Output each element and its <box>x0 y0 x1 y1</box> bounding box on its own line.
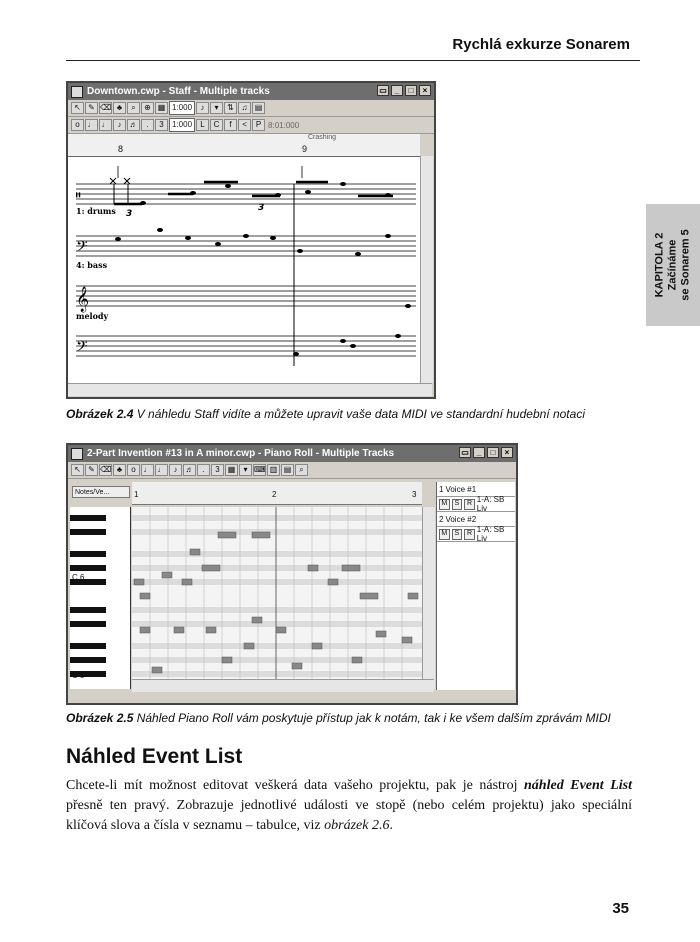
zoom-in-icon[interactable]: ⊕ <box>141 102 154 114</box>
lock-icon[interactable]: ▭ <box>459 447 471 458</box>
grid-vertical-scrollbar[interactable] <box>422 507 435 689</box>
sixteenth-note-icon[interactable]: ♬ <box>183 464 196 476</box>
track-name[interactable]: Voice #2 <box>445 514 477 524</box>
track-number: 1 <box>439 484 444 494</box>
half-note-icon[interactable]: ♩ <box>85 119 98 131</box>
zoom-tool-icon[interactable]: ⌕ <box>295 464 308 476</box>
staff-notation[interactable] <box>68 156 420 381</box>
controller-icon[interactable]: ▥ <box>267 464 280 476</box>
zoom-tool-icon[interactable]: ⌕ <box>127 102 140 114</box>
pedal-icon[interactable]: P <box>252 119 265 131</box>
scrub-tool-icon[interactable]: ♣ <box>113 102 126 114</box>
maximize-button[interactable]: □ <box>487 447 499 458</box>
staff-toolbar-1 <box>68 100 434 117</box>
measure-number: 3 <box>412 490 417 499</box>
staff-label: 1: drums <box>76 206 116 216</box>
chapter-line2: Začínáme <box>666 239 679 291</box>
grid-icon[interactable]: ▦ <box>225 464 238 476</box>
piano-roll-toolbar <box>68 462 516 479</box>
triplet-icon[interactable]: 3 <box>211 464 224 476</box>
whole-note-icon[interactable]: o <box>127 464 140 476</box>
zoom-field[interactable]: 1:000 <box>169 101 195 115</box>
close-button[interactable]: × <box>419 85 431 96</box>
sixteenth-note-icon[interactable]: ♬ <box>127 119 140 131</box>
staff-window-title: Downtown.cwp - Staff - Multiple tracks <box>87 86 270 97</box>
key-label: C 6 <box>72 573 85 582</box>
tracks-icon[interactable]: ⇅ <box>224 102 237 114</box>
staff-toolbar-2 <box>68 117 434 134</box>
layout-icon[interactable]: ▤ <box>252 102 265 114</box>
triplet-mark: 3 <box>126 209 133 219</box>
time-readout: 8:01:000 <box>268 120 300 130</box>
page-number: 35 <box>612 900 629 917</box>
app-icon <box>71 86 83 98</box>
paragraph-end: . <box>389 818 393 833</box>
staff-label: 4: bass <box>76 260 108 270</box>
ruler[interactable] <box>68 134 420 157</box>
lyrics-icon[interactable]: L <box>196 119 209 131</box>
note-duration-icon[interactable]: ♪ <box>196 102 209 114</box>
lock-icon[interactable]: ▭ <box>377 85 389 96</box>
solo-button[interactable]: S <box>452 529 463 540</box>
solo-button[interactable]: S <box>452 499 463 510</box>
maximize-button[interactable]: □ <box>405 85 417 96</box>
minimize-button[interactable]: _ <box>473 447 485 458</box>
piano-roll-window <box>66 443 518 705</box>
track-port[interactable]: 1-A: SB Liv <box>476 495 505 513</box>
quarter-note-icon[interactable]: ♩ <box>99 119 112 131</box>
measure-number: 8 <box>118 144 124 154</box>
whole-note-icon[interactable]: o <box>71 119 84 131</box>
paragraph-bold-term: náhled Event List <box>524 778 632 793</box>
track-controls-row <box>437 497 515 512</box>
figure-reference: obrázek 2.6 <box>324 818 390 833</box>
dotted-icon[interactable]: . <box>141 119 154 131</box>
piano-roll-window-title: 2-Part Invention #13 in A minor.cwp - Piano Roll - Multiple Tracks <box>87 448 395 459</box>
half-note-icon[interactable]: ♩ <box>141 464 154 476</box>
measure-number: 1 <box>134 490 139 499</box>
app-icon <box>71 448 83 460</box>
keyboard-icon[interactable]: ⌨ <box>254 465 266 474</box>
svg-text:𝄥: 𝄥 <box>76 188 81 204</box>
paragraph-middle: přesně ten pravý. Zobrazuje jednotlivé události ve stopě (nebo celém projektu) jako speciální klíčová slova a čísla v seznamu – tabulce, viz <box>66 798 632 833</box>
track-controls-row <box>437 527 515 542</box>
draw-tool-icon[interactable]: ✎ <box>85 464 98 476</box>
dotted-icon[interactable]: . <box>197 464 210 476</box>
key-label: C 5 <box>72 671 85 680</box>
chapter-side-tab <box>646 204 700 326</box>
record-button[interactable]: R <box>464 529 475 540</box>
figure-caption-1 <box>66 407 585 421</box>
track-port[interactable]: 1-A: SB Liv <box>476 525 505 543</box>
svg-text:𝄢: 𝄢 <box>76 338 88 359</box>
measure-number: 2 <box>272 490 277 499</box>
chapter-label: KAPITOLA 2 <box>653 232 666 298</box>
select-tool-icon[interactable]: ↖ <box>71 464 84 476</box>
time-ruler[interactable] <box>132 482 422 505</box>
score-area <box>68 134 420 383</box>
grid-icon[interactable]: ▦ <box>155 102 168 114</box>
body-paragraph <box>66 776 632 836</box>
horizontal-scrollbar[interactable] <box>68 383 432 396</box>
chevron-down-icon[interactable]: ▾ <box>239 464 252 476</box>
track-name[interactable]: Voice #1 <box>445 484 477 494</box>
svg-text:𝄞: 𝄞 <box>76 287 90 312</box>
quarter-note-icon[interactable]: ♩ <box>155 464 168 476</box>
staff-window <box>66 81 436 399</box>
note-grid[interactable] <box>132 507 422 679</box>
chord-icon[interactable]: ♫ <box>238 102 251 114</box>
triplet-icon[interactable]: 3 <box>155 119 168 131</box>
measure-number: 9 <box>302 144 308 154</box>
staff-label: melody <box>76 311 109 321</box>
caption-label: Obrázek 2.5 <box>66 711 134 725</box>
piano-keyboard[interactable] <box>70 507 131 689</box>
figure-caption-2 <box>66 711 611 725</box>
vertical-scrollbar[interactable] <box>420 156 433 383</box>
track-number: 2 <box>439 514 444 524</box>
track-list-icon[interactable]: ▤ <box>281 464 294 476</box>
ruler-marker-label: Crashing <box>308 134 337 141</box>
position-field[interactable]: 1:000 <box>169 118 195 132</box>
header-rule <box>66 60 640 61</box>
grid-horizontal-scrollbar[interactable] <box>132 679 434 692</box>
eighth-note-icon[interactable]: ♪ <box>169 464 182 476</box>
notes-label[interactable]: Notes/Ve... <box>72 486 130 498</box>
close-button[interactable]: × <box>501 447 513 458</box>
page-header-title: Rychlá exkurze Sonarem <box>452 36 630 53</box>
mute-button[interactable]: M <box>439 529 450 540</box>
staff-titlebar[interactable] <box>68 83 434 100</box>
section-title: Náhled Event List <box>66 745 243 768</box>
select-tool-icon[interactable]: ↖ <box>71 102 84 114</box>
mute-button[interactable]: M <box>439 499 450 510</box>
minimize-button[interactable]: _ <box>391 85 403 96</box>
erase-tool-icon[interactable]: ⌫ <box>100 465 112 474</box>
chapter-line3: se Sonarem 5 <box>679 229 692 301</box>
paragraph-start: Chcete-li mít možnost editovat veškerá data vašeho projektu, pak je nástroj <box>66 778 525 793</box>
draw-tool-icon[interactable]: ✎ <box>85 102 98 114</box>
track-pane <box>436 482 515 690</box>
chord-symbol-icon[interactable]: C <box>210 119 223 131</box>
caption-text: V náhledu Staff vidíte a můžete upravit vaše data MIDI ve standardní hudební notaci <box>133 407 585 421</box>
chevron-down-icon[interactable]: ▾ <box>210 102 223 114</box>
record-button[interactable]: R <box>464 499 475 510</box>
hairpin-icon[interactable]: < <box>238 119 251 131</box>
erase-tool-icon[interactable]: ⌫ <box>100 103 112 112</box>
caption-label: Obrázek 2.4 <box>66 407 134 421</box>
scrub-tool-icon[interactable]: ♣ <box>113 464 126 476</box>
svg-text:𝄢: 𝄢 <box>76 238 88 259</box>
eighth-note-icon[interactable]: ♪ <box>113 119 126 131</box>
caption-text: Náhled Piano Roll vám poskytuje přístup jak k notám, tak i ke všem dalším zprávám MIDI <box>133 711 611 725</box>
triplet-mark: 3 <box>258 203 265 213</box>
expression-icon[interactable]: f <box>224 119 237 131</box>
piano-roll-titlebar[interactable] <box>68 445 516 462</box>
